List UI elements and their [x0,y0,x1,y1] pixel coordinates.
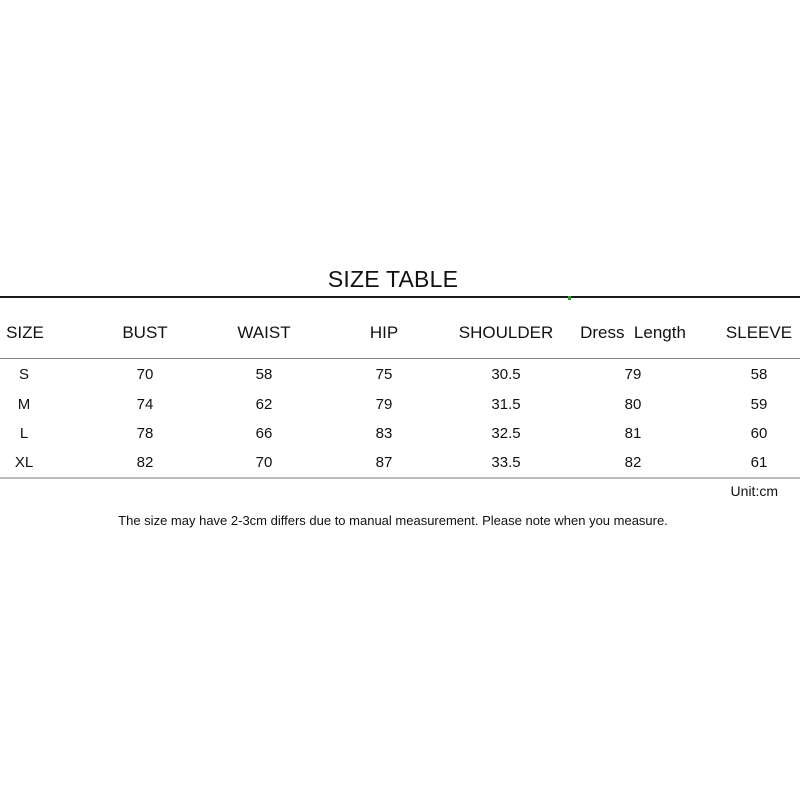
table-bottom-rule [0,477,800,479]
size-table-title: SIZE TABLE [327,266,459,292]
cell-hip: 75 [375,366,393,383]
cell-bust: 78 [136,425,154,442]
cell-size: S [18,366,29,383]
cell-hip: 79 [375,396,393,413]
cell-size: L [19,425,29,442]
cell-dress-length: 79 [624,366,642,383]
cell-waist: 66 [255,425,273,442]
cell-dress-length: 82 [624,454,642,471]
cell-shoulder: 31.5 [491,396,521,413]
header-shoulder: SHOULDER [458,323,554,342]
header-dress-length: Dress Length [580,323,686,342]
header-waist: WAIST [237,323,291,342]
cell-bust: 70 [136,366,154,383]
cell-sleeve: 60 [750,425,768,442]
header-bust: BUST [122,323,168,342]
cell-shoulder: 32.5 [491,425,521,442]
cell-sleeve: 58 [750,366,768,383]
cell-bust: 74 [136,396,154,413]
cell-dress-length: 80 [624,396,642,413]
cell-size: XL [14,454,34,471]
measurement-note: The size may have 2-3cm differs due to manual measurement. Please note when you measure. [118,513,668,528]
cell-waist: 58 [255,366,273,383]
cell-sleeve: 61 [750,454,768,471]
cell-waist: 70 [255,454,273,471]
cell-dress-length: 81 [624,425,642,442]
cell-hip: 83 [375,425,393,442]
header-size: SIZE [6,323,44,342]
table-top-rule [0,296,800,298]
cell-waist: 62 [255,396,273,413]
table-header-row [0,322,800,344]
cell-shoulder: 30.5 [491,366,521,383]
header-hip: HIP [369,323,399,342]
cell-bust: 82 [136,454,154,471]
header-sleeve: SLEEVE [725,323,793,342]
cell-hip: 87 [375,454,393,471]
cell-sleeve: 59 [750,396,768,413]
table-row [0,394,800,416]
table-row [0,364,800,386]
table-row [0,452,800,474]
cell-shoulder: 33.5 [491,454,521,471]
unit-label: Unit:cm [730,483,778,499]
table-row [0,423,800,445]
cell-size: M [17,396,31,413]
green-mark [568,296,571,300]
table-header-rule [0,358,800,359]
